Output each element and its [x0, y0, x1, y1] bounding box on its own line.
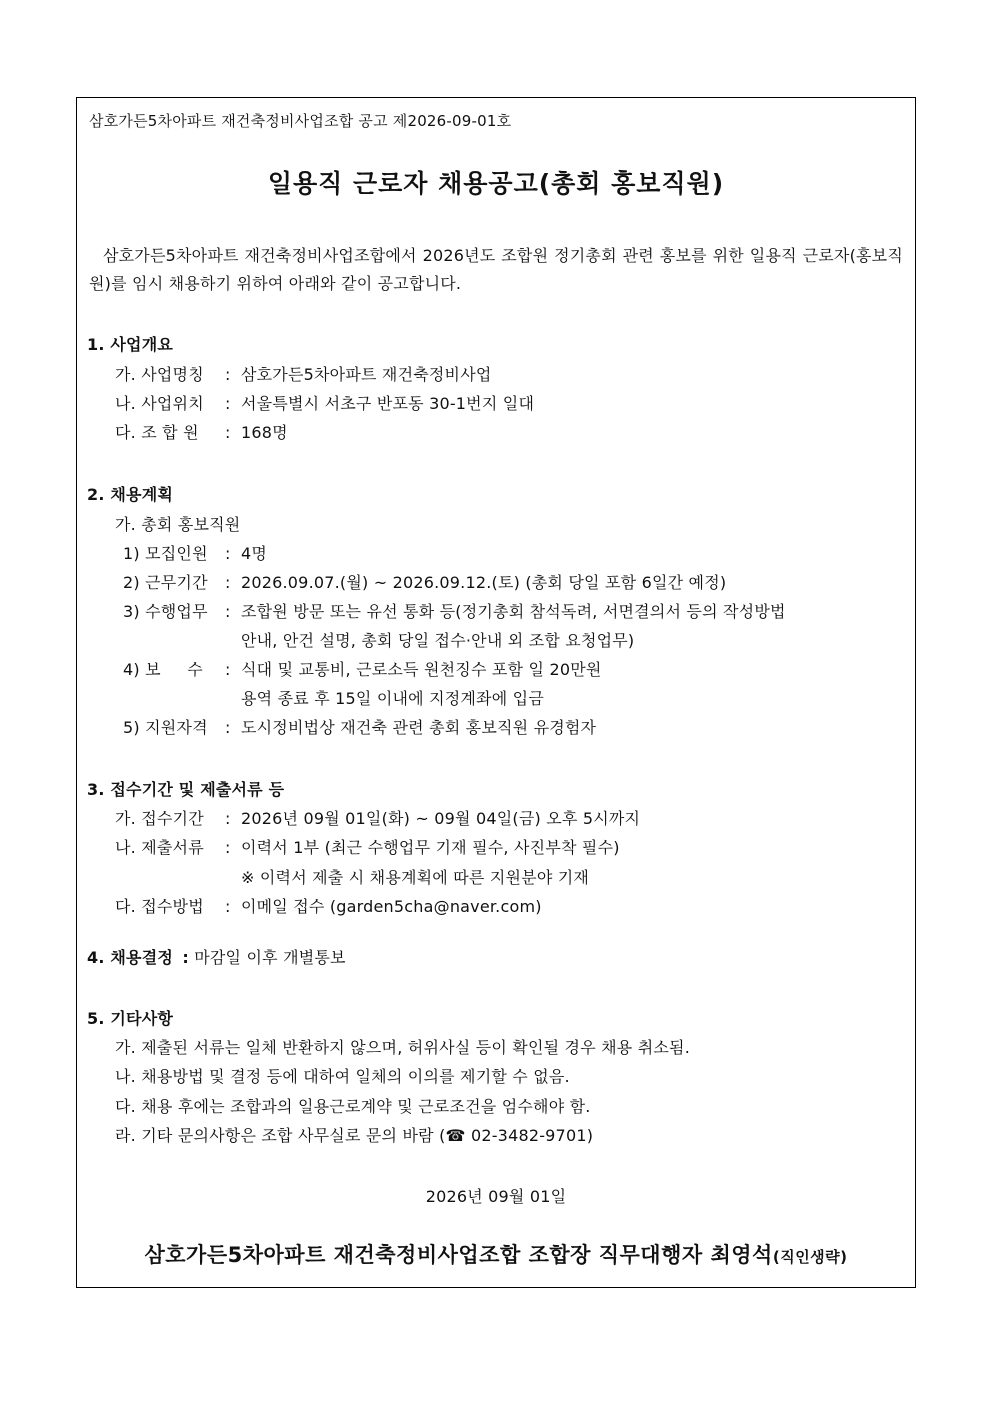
sec3-item-1-value: 2026년 09월 01일(화) ~ 09월 04일(금) 오후 5시까지	[241, 809, 641, 828]
sec5-item-4: 라. 기타 문의사항은 조합 사무실로 문의 바람 (☎ 02-3482-9701)	[115, 1126, 594, 1145]
sec3-item-2-note: ※ 이력서 제출 시 채용계획에 따른 지원분야 기재	[241, 868, 590, 887]
sec2-subheading: 가. 총회 홍보직원	[115, 515, 241, 534]
section-2-heading: 2. 채용계획	[87, 485, 174, 504]
sec1-item-1-label: 가. 사업명칭	[115, 365, 204, 384]
colon: :	[225, 394, 231, 413]
signature-name: 삼호가든5차아파트 재건축정비사업조합 조합장 직무대행자 최영석	[144, 1243, 773, 1267]
colon: :	[225, 660, 231, 679]
sec2-item-5-label: 5) 지원자격	[123, 718, 208, 737]
colon: :	[225, 809, 231, 828]
sec2-item-4-value: 식대 및 교통비, 근로소득 원천징수 포함 일 20만원	[241, 660, 602, 679]
seal-omitted-note: (직인생략)	[772, 1248, 848, 1266]
sec3-item-2-value: 이력서 1부 (최근 수행업무 기재 필수, 사진부착 필수)	[241, 838, 620, 857]
sec2-item-4-continued: 용역 종료 후 15일 이내에 지정계좌에 입금	[241, 689, 544, 708]
colon: :	[225, 838, 231, 857]
colon: :	[182, 948, 189, 967]
notice-date: 2026년 09월 01일	[425, 1187, 567, 1206]
signature-line	[77, 1240, 915, 1272]
section-4	[87, 948, 346, 968]
colon: :	[225, 602, 231, 621]
colon: :	[225, 365, 231, 384]
colon: :	[225, 544, 231, 563]
sec2-item-3-value: 조합원 방문 또는 유선 통화 등(정기총회 참석독려, 서면결의서 등의 작성방법	[241, 602, 786, 621]
sec5-item-2: 나. 채용방법 및 결정 등에 대하여 일체의 이의를 제기할 수 없음.	[115, 1067, 570, 1086]
colon: :	[225, 718, 231, 737]
sec2-item-3-label: 3) 수행업무	[123, 602, 208, 621]
section-1-heading: 1. 사업개요	[87, 335, 174, 354]
page-title: 일용직 근로자 채용공고(총회 홍보직원)	[267, 169, 725, 198]
sec1-item-3-value: 168명	[241, 423, 288, 442]
sec1-item-1-value: 삼호가든5차아파트 재건축정비사업	[241, 365, 492, 384]
sec3-item-3-value: 이메일 접수 (garden5cha@naver.com)	[241, 897, 542, 916]
sec5-item-3: 다. 채용 후에는 조합과의 일용근로계약 및 근로조건을 엄수해야 함.	[115, 1097, 591, 1116]
notice-document	[76, 97, 916, 1288]
sec5-item-1: 가. 제출된 서류는 일체 반환하지 않으며, 허위사실 등이 확인될 경우 채용 취소됨.	[115, 1038, 690, 1057]
colon: :	[225, 423, 231, 442]
sec2-item-5-value: 도시정비법상 재건축 관련 총회 홍보직원 유경험자	[241, 718, 597, 737]
sec2-item-2-label: 2) 근무기간	[123, 573, 208, 592]
colon: :	[225, 897, 231, 916]
sec1-item-2-value: 서울특별시 서초구 반포동 30-1번지 일대	[241, 394, 535, 413]
sec2-item-1-label: 1) 모집인원	[123, 544, 208, 563]
sec3-item-1-label: 가. 접수기간	[115, 809, 204, 828]
sec2-item-2-value: 2026.09.07.(월) ~ 2026.09.12.(토) (총회 당일 포함 6일간 예정)	[241, 573, 727, 592]
sec2-item-1-value: 4명	[241, 544, 268, 563]
section-5-heading: 5. 기타사항	[87, 1009, 174, 1028]
section-4-value: 마감일 이후 개별통보	[194, 948, 346, 967]
section-3-heading: 3. 접수기간 및 제출서류 등	[87, 780, 285, 799]
sec1-item-2-label: 나. 사업위치	[115, 394, 204, 413]
sec2-item-4-label: 4) 보 수	[123, 660, 203, 679]
sec3-item-2-label: 나. 제출서류	[115, 838, 204, 857]
sec1-item-3-label: 다. 조 합 원	[115, 423, 199, 442]
section-4-heading: 4. 채용결정	[87, 948, 174, 967]
notice-number: 삼호가든5차아파트 재건축정비사업조합 공고 제2026-09-01호	[89, 112, 512, 130]
intro-paragraph: 삼호가든5차아파트 재건축정비사업조합에서 2026년도 조합원 정기총회 관련 홍보를 위한 일용직 근로자(홍보직원)를 임시 채용하기 위하여 아래와 같이 공고합니다.	[89, 246, 903, 293]
sec2-item-3-continued: 안내, 안건 설명, 총회 당일 접수·안내 외 조합 요청업무)	[241, 631, 635, 650]
sec3-item-3-label: 다. 접수방법	[115, 897, 204, 916]
colon: :	[225, 573, 231, 592]
